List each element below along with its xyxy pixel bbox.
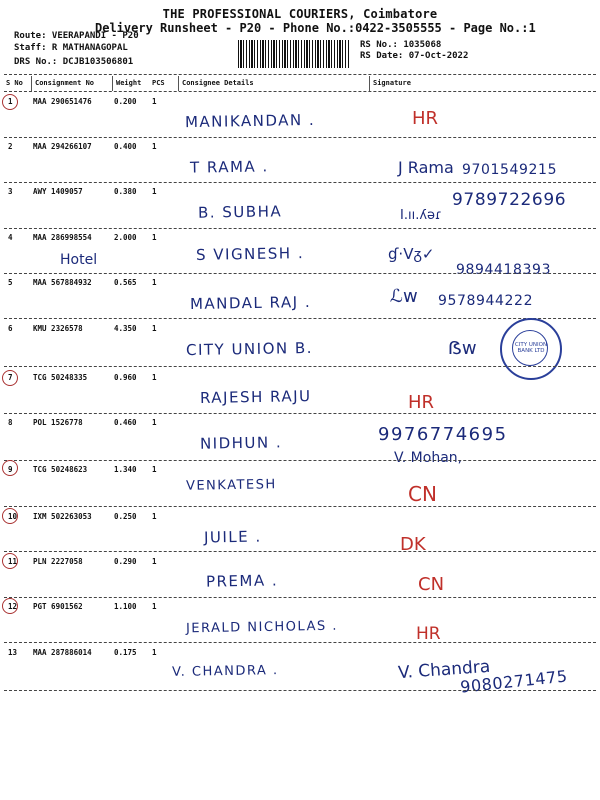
row-sno: 7 <box>8 373 13 382</box>
consignee-name: MANDAL RAJ . <box>189 292 312 314</box>
row-weight: 0.460 <box>114 418 137 427</box>
table-row <box>0 142 600 152</box>
phone-number: 9578944222 <box>438 293 534 309</box>
col-divider <box>31 76 32 91</box>
row-pcs: 1 <box>152 648 157 657</box>
row-consignment: MAA 286998554 <box>33 233 92 242</box>
row-circle-mark <box>2 508 18 524</box>
row-consignment: TCG 50248623 <box>33 465 88 474</box>
row-circle-mark <box>2 370 18 386</box>
col-header-pcs: PCS <box>152 79 165 87</box>
barcode <box>238 40 350 68</box>
stamp-text: CITY UNION BANK LTD <box>514 342 548 354</box>
consignee-name: T RAMA . <box>189 157 269 177</box>
consignee-name: JERALD NICHOLAS . <box>185 618 339 637</box>
consignee-name: JUILE . <box>203 527 262 547</box>
row-sno: 5 <box>8 278 13 287</box>
signature: HR <box>408 392 435 413</box>
row-weight: 0.380 <box>114 187 137 196</box>
phone-number: 9789722696 <box>452 190 567 210</box>
signature: DK <box>400 534 426 555</box>
table-row <box>0 418 600 428</box>
col-divider <box>369 76 370 91</box>
rs-date: RS Date: 07-Oct-2022 <box>360 51 469 61</box>
staff-label: Staff: R MATHANAGOPAL <box>14 43 128 53</box>
row-pcs: 1 <box>152 142 157 151</box>
row-weight: 1.340 <box>114 465 137 474</box>
row-pcs: 1 <box>152 602 157 611</box>
row-sno: 3 <box>8 187 13 196</box>
row-divider <box>4 413 596 414</box>
table-row <box>0 465 600 475</box>
rs-number: RS No.: 1035068 <box>360 40 442 50</box>
phone-number: 9701549215 <box>462 162 558 178</box>
table-row <box>0 557 600 567</box>
signature-scribble: ɠ·Vᵹ✓ <box>388 245 435 263</box>
consignee-name: MANIKANDAN . <box>184 110 316 132</box>
row-circle-mark <box>2 94 18 110</box>
col-header-consignment: Consignment No <box>35 79 95 87</box>
row-consignment: PGT 6901562 <box>33 602 83 611</box>
row-sno: 10 <box>8 512 18 521</box>
row-sno: 12 <box>8 602 18 611</box>
row-weight: 0.400 <box>114 142 137 151</box>
col-header-sno: S No <box>6 79 23 87</box>
row-pcs: 1 <box>152 418 157 427</box>
document-title: THE PROFESSIONAL COURIERS, Coimbatore <box>162 7 438 21</box>
col-header-weight: Weight <box>116 79 142 87</box>
row-consignment: AWY 1409057 <box>33 187 83 196</box>
table-row <box>0 97 600 107</box>
row-divider <box>4 460 596 461</box>
signature-scribble: ℒw <box>390 286 418 307</box>
row-pcs: 1 <box>152 373 157 382</box>
consignee-name: S VIGNESH . <box>195 244 305 264</box>
row-sno: 13 <box>8 648 18 657</box>
consignee-name: VENKATESH <box>185 477 277 494</box>
row-divider <box>4 273 596 274</box>
row-weight: 4.350 <box>114 324 137 333</box>
consignee-name: B. SUBHA <box>197 202 283 222</box>
drs-label: DRS No.: DCJB103506801 <box>14 57 134 67</box>
row-divider <box>4 318 596 319</box>
row-weight: 1.100 <box>114 602 137 611</box>
consignee-name: RAJESH RAJU <box>199 387 312 407</box>
row-divider <box>4 366 596 367</box>
row-sno: 8 <box>8 418 13 427</box>
table-row <box>0 648 600 658</box>
row-consignment: MAA 290651476 <box>33 97 92 106</box>
row-weight: 2.000 <box>114 233 137 242</box>
row-pcs: 1 <box>152 187 157 196</box>
row-sno: 9 <box>8 465 13 474</box>
col-header-signature: Signature <box>373 79 411 87</box>
table-row <box>0 233 600 243</box>
row-sno: 4 <box>8 233 13 242</box>
col-divider <box>112 76 113 91</box>
row-pcs: 1 <box>152 278 157 287</box>
row-consignment: MAA 287886014 <box>33 648 92 657</box>
phone-number: 9894418393 <box>456 262 552 278</box>
signature: HR <box>416 624 441 644</box>
row-sno: 6 <box>8 324 13 333</box>
consignee-name: PREMA . <box>205 571 279 591</box>
consignee-name: CITY UNION B. <box>185 338 314 360</box>
row-consignment: MAA 567884932 <box>33 278 92 287</box>
col-header-consignee: Consignee Details <box>182 79 254 87</box>
row-divider <box>4 137 596 138</box>
row-pcs: 1 <box>152 324 157 333</box>
row-divider <box>4 642 596 643</box>
signature: V. Chandra <box>397 656 491 684</box>
row-circle-mark <box>2 460 18 476</box>
row-pcs: 1 <box>152 233 157 242</box>
signature: CN <box>418 574 445 595</box>
consignee-name: NIDHUN . <box>199 433 283 453</box>
consignee-name: V. CHANDRA . <box>171 663 279 680</box>
header-bottom-rule <box>4 91 596 92</box>
col-divider <box>178 76 179 91</box>
row-divider <box>4 597 596 598</box>
signature-scribble: I.ıı.ʎǝɾ <box>400 208 442 223</box>
signature: CN <box>408 482 437 506</box>
row-pcs: 1 <box>152 512 157 521</box>
signature-scribble: ẞw <box>448 338 477 359</box>
row-weight: 0.175 <box>114 648 137 657</box>
row-consignment: MAA 294266107 <box>33 142 92 151</box>
row-weight: 0.290 <box>114 557 137 566</box>
bank-stamp <box>500 318 562 380</box>
table-row <box>0 602 600 612</box>
row-pcs: 1 <box>152 557 157 566</box>
row-consignment: KMU 2326578 <box>33 324 83 333</box>
phone-number: 9080271475 <box>459 666 569 697</box>
row-pcs: 1 <box>152 97 157 106</box>
row-consignment: TCG 50248335 <box>33 373 88 382</box>
row-divider <box>4 506 596 507</box>
row-divider <box>4 182 596 183</box>
table-row <box>0 512 600 522</box>
signature: J Rama <box>398 158 454 177</box>
row-sno: 1 <box>8 97 13 106</box>
row-divider <box>4 690 596 691</box>
row-consignment: PLN 2227058 <box>33 557 83 566</box>
row-pcs: 1 <box>152 465 157 474</box>
phone-number: 9976774695 <box>378 424 508 445</box>
row-weight: 0.565 <box>114 278 137 287</box>
signature: HR <box>412 108 439 129</box>
route-label: Route: VEERAPANDI - P20 <box>14 31 139 41</box>
header-top-rule <box>4 74 596 75</box>
row-consignment: POL 1526778 <box>33 418 83 427</box>
row-weight: 0.200 <box>114 97 137 106</box>
row-sno: 11 <box>8 557 18 566</box>
row-circle-mark <box>2 553 18 569</box>
handwritten-note: Hotel <box>60 252 98 268</box>
signature: V. Mohan, <box>394 450 463 466</box>
row-weight: 0.960 <box>114 373 137 382</box>
row-weight: 0.250 <box>114 512 137 521</box>
runsheet-subtitle: Delivery Runsheet - P20 - Phone No.:0422-3505555 - Page No.:1 <box>95 21 536 35</box>
row-consignment: IXM 502263053 <box>33 512 92 521</box>
row-circle-mark <box>2 598 18 614</box>
row-divider <box>4 551 596 552</box>
row-divider <box>4 228 596 229</box>
table-row <box>0 373 600 383</box>
table-row <box>0 278 600 288</box>
row-sno: 2 <box>8 142 13 151</box>
